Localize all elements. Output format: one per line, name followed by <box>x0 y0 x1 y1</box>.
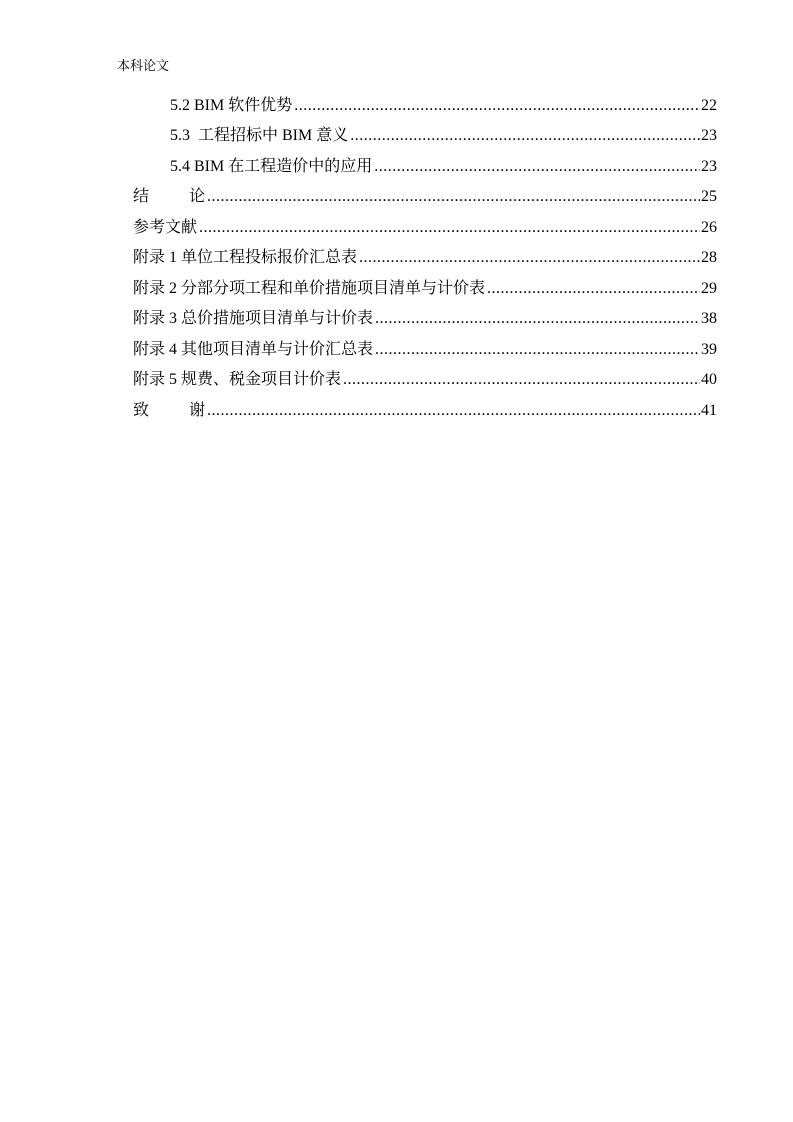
dot-leader <box>343 370 700 390</box>
dot-leader <box>375 340 700 360</box>
dot-leader <box>350 126 700 146</box>
dot-leader <box>207 187 700 207</box>
toc-entry[interactable] <box>133 242 717 268</box>
dot-leader <box>375 309 700 329</box>
toc-entry-title: 结 论 <box>133 188 206 205</box>
toc-entry-page-number: 41 <box>701 402 717 419</box>
toc-entry-page-number: 38 <box>701 310 717 327</box>
toc-entry-page-number: 25 <box>701 188 717 205</box>
toc-entry-title: 附录 3 总价措施项目清单与计价表 <box>133 310 374 327</box>
toc-entry[interactable] <box>170 120 717 146</box>
toc-entry-page-number: 29 <box>701 280 717 297</box>
toc-entry[interactable] <box>133 364 717 390</box>
toc-entry[interactable] <box>133 334 717 360</box>
toc-entry[interactable] <box>170 90 717 116</box>
dot-leader <box>199 218 700 238</box>
toc-entry[interactable] <box>133 303 717 329</box>
toc-entry-title: 附录 5 规费、税金项目计价表 <box>133 371 342 388</box>
toc-entry-title: 附录 1 单位工程投标报价汇总表 <box>133 249 358 266</box>
toc-entry-page-number: 39 <box>701 341 717 358</box>
toc-entry-page-number: 26 <box>701 219 717 236</box>
toc-entry-page-number: 22 <box>701 97 717 114</box>
dot-leader <box>294 96 700 116</box>
toc-entry[interactable] <box>133 273 717 299</box>
running-header: 本科论文 <box>117 58 170 73</box>
toc-entry[interactable] <box>133 395 717 421</box>
toc-entry[interactable] <box>133 181 717 207</box>
toc-entry-title: 参考文献 <box>133 219 198 236</box>
dot-leader <box>487 279 700 299</box>
toc-entry-title: 附录 4 其他项目清单与计价汇总表 <box>133 341 374 358</box>
toc-entry[interactable] <box>170 151 717 177</box>
toc-entry-page-number: 28 <box>701 249 717 266</box>
toc-entry-title: 5.4 BIM 在工程造价中的应用 <box>170 158 373 175</box>
toc-entry-title: 5.2 BIM 软件优势 <box>170 97 293 114</box>
toc-entry-page-number: 23 <box>701 158 717 175</box>
toc-entry-page-number: 23 <box>701 127 717 144</box>
toc-entry-page-number: 40 <box>701 371 717 388</box>
dot-leader <box>207 401 700 421</box>
toc-entry-title: 附录 2 分部分项工程和单价措施项目清单与计价表 <box>133 280 486 297</box>
toc-entry[interactable] <box>133 212 717 238</box>
dot-leader <box>374 157 700 177</box>
dot-leader <box>359 248 700 268</box>
toc-entry-title: 致 谢 <box>133 402 206 419</box>
toc-entry-title: 5.3 工程招标中 BIM 意义 <box>170 127 349 144</box>
